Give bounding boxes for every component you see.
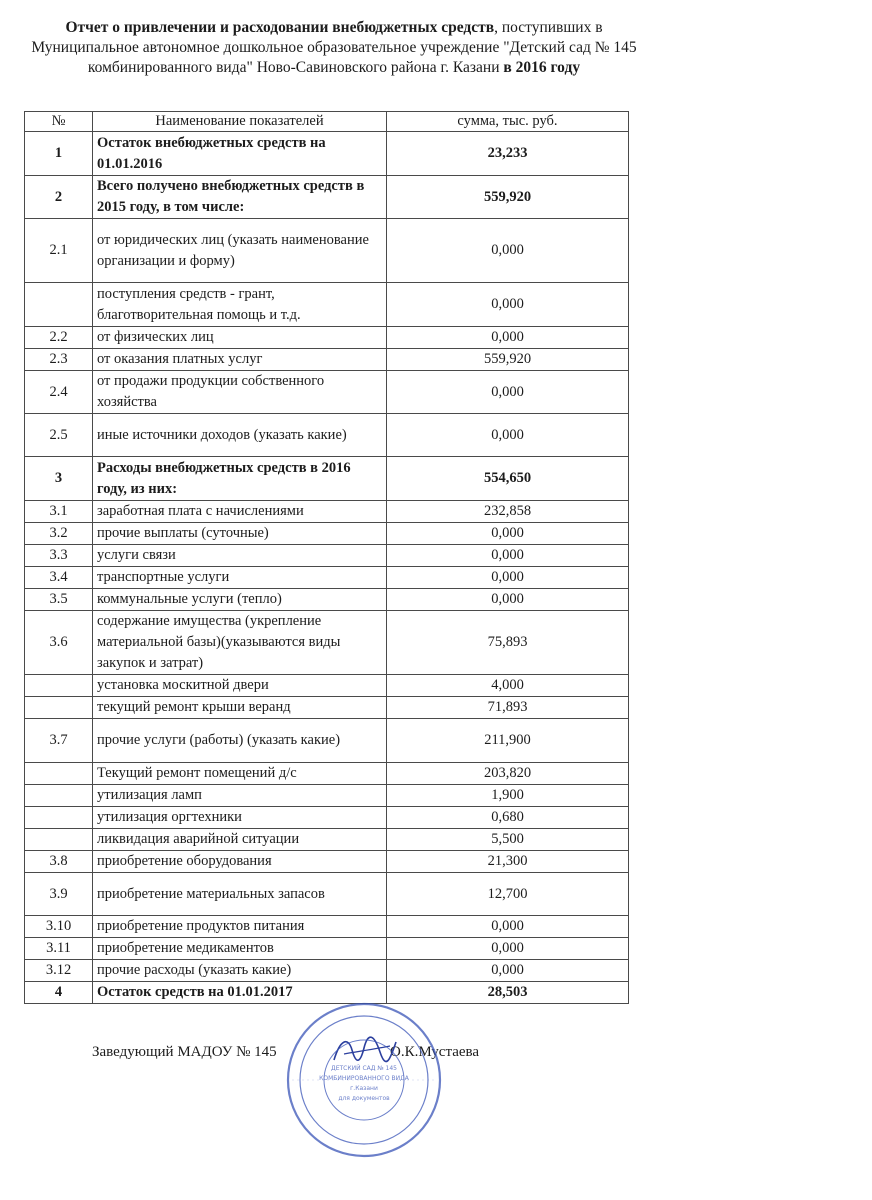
row-name: от продажи продукции собственного хозяйства xyxy=(93,371,387,414)
row-number: 3.9 xyxy=(25,873,93,916)
row-sum: 5,500 xyxy=(387,829,629,851)
row-sum: 0,000 xyxy=(387,545,629,567)
row-name: прочие услуги (работы) (указать какие) xyxy=(93,719,387,763)
table-row xyxy=(25,283,629,327)
row-sum: 0,000 xyxy=(387,219,629,283)
row-number: 3.5 xyxy=(25,589,93,611)
row-name: Расходы внебюджетных средств в 2016 году, из них: xyxy=(93,457,387,501)
row-sum: 12,700 xyxy=(387,873,629,916)
signer-name: О.К.Мустаева xyxy=(390,1044,480,1060)
table-row xyxy=(25,327,629,349)
row-sum: 0,000 xyxy=(387,283,629,327)
row-sum: 0,000 xyxy=(387,916,629,938)
row-number: 3.2 xyxy=(25,523,93,545)
table-body xyxy=(25,132,629,1004)
row-name: установка москитной двери xyxy=(93,675,387,697)
svg-text:г.Казани: г.Казани xyxy=(350,1085,378,1092)
table-row xyxy=(25,371,629,414)
svg-text:КОМБИНИРОВАННОГО ВИДА: КОМБИНИРОВАННОГО ВИДА xyxy=(319,1075,409,1082)
table-row xyxy=(25,545,629,567)
row-name: Текущий ремонт помещений д/с xyxy=(93,763,387,785)
row-number: 2.1 xyxy=(25,219,93,283)
row-name: прочие выплаты (суточные) xyxy=(93,523,387,545)
row-number xyxy=(25,785,93,807)
row-number: 1 xyxy=(25,132,93,176)
row-sum: 559,920 xyxy=(387,176,629,219)
table-row xyxy=(25,829,629,851)
row-sum: 0,000 xyxy=(387,371,629,414)
row-name: утилизация ламп xyxy=(93,785,387,807)
row-number xyxy=(25,675,93,697)
table-row xyxy=(25,916,629,938)
table-row xyxy=(25,589,629,611)
table-row xyxy=(25,938,629,960)
row-number: 3.10 xyxy=(25,916,93,938)
table-row xyxy=(25,873,629,916)
row-name: услуги связи xyxy=(93,545,387,567)
title-normal: , поступивших в Муниципальное автономное дошкольное образовательное учреждение "Детский сад № 145 комбинированного вида" Ново-Савиновского района г. Казани xyxy=(31,19,637,76)
row-sum: 0,000 xyxy=(387,327,629,349)
row-number xyxy=(25,807,93,829)
row-name: приобретение медикаментов xyxy=(93,938,387,960)
row-name: приобретение материальных запасов xyxy=(93,873,387,916)
table-row xyxy=(25,523,629,545)
row-number: 2 xyxy=(25,176,93,219)
row-sum: 232,858 xyxy=(387,501,629,523)
row-name: транспортные услуги xyxy=(93,567,387,589)
row-number: 2.5 xyxy=(25,414,93,457)
header-indicator: Наименование показателей xyxy=(93,112,387,132)
table-row xyxy=(25,132,629,176)
row-name: прочие расходы (указать какие) xyxy=(93,960,387,982)
row-name: содержание имущества (укрепление материальной базы)(указываются виды закупок и затрат) xyxy=(93,611,387,675)
row-name: Остаток внебюджетных средств на 01.01.2016 xyxy=(93,132,387,176)
report-table xyxy=(24,111,629,1004)
row-number: 3.8 xyxy=(25,851,93,873)
row-number: 2.3 xyxy=(25,349,93,371)
row-number: 3.7 xyxy=(25,719,93,763)
table-row xyxy=(25,675,629,697)
row-number: 3.4 xyxy=(25,567,93,589)
row-name: иные источники доходов (указать какие) xyxy=(93,414,387,457)
row-number xyxy=(25,283,93,327)
director-position: Заведующий МАДОУ № 145 xyxy=(92,1044,277,1060)
official-round-stamp xyxy=(284,1000,444,1160)
row-number xyxy=(25,829,93,851)
row-sum: 0,000 xyxy=(387,589,629,611)
header-number: № xyxy=(25,112,93,132)
header-sum: сумма, тыс. руб. xyxy=(387,112,629,132)
svg-text:ДЕТСКИЙ САД № 145: ДЕТСКИЙ САД № 145 xyxy=(331,1065,397,1072)
table-row xyxy=(25,349,629,371)
row-name: Всего получено внебюджетных средств в 2015 году, в том числе: xyxy=(93,176,387,219)
row-sum: 4,000 xyxy=(387,675,629,697)
row-number: 3.6 xyxy=(25,611,93,675)
table-row xyxy=(25,176,629,219)
row-number: 4 xyxy=(25,982,93,1004)
row-name: от оказания платных услуг xyxy=(93,349,387,371)
row-number xyxy=(25,697,93,719)
row-sum: 0,000 xyxy=(387,414,629,457)
report-title xyxy=(26,18,642,78)
row-sum: 0,000 xyxy=(387,523,629,545)
row-name: поступления средств - грант, благотворительная помощь и т.д. xyxy=(93,283,387,327)
row-sum: 71,893 xyxy=(387,697,629,719)
row-number: 2.4 xyxy=(25,371,93,414)
row-sum: 0,000 xyxy=(387,938,629,960)
row-name: утилизация оргтехники xyxy=(93,807,387,829)
row-sum: 28,503 xyxy=(387,982,629,1004)
row-name: Остаток средств на 01.01.2017 xyxy=(93,982,387,1004)
table-row xyxy=(25,851,629,873)
row-sum: 0,000 xyxy=(387,960,629,982)
row-number: 3.12 xyxy=(25,960,93,982)
row-sum: 23,233 xyxy=(387,132,629,176)
table-row xyxy=(25,719,629,763)
table-row xyxy=(25,807,629,829)
row-sum: 559,920 xyxy=(387,349,629,371)
row-sum: 75,893 xyxy=(387,611,629,675)
row-number: 2.2 xyxy=(25,327,93,349)
row-number: 3.3 xyxy=(25,545,93,567)
table-row xyxy=(25,763,629,785)
svg-text:для документов: для документов xyxy=(338,1095,390,1102)
table-row xyxy=(25,611,629,675)
row-sum: 0,680 xyxy=(387,807,629,829)
row-number: 3.1 xyxy=(25,501,93,523)
row-name: текущий ремонт крыши веранд xyxy=(93,697,387,719)
row-name: приобретение оборудования xyxy=(93,851,387,873)
row-name: ликвидация аварийной ситуации xyxy=(93,829,387,851)
row-name: заработная плата с начислениями xyxy=(93,501,387,523)
table-row xyxy=(25,785,629,807)
row-name: от физических лиц xyxy=(93,327,387,349)
table-row xyxy=(25,457,629,501)
row-sum: 21,300 xyxy=(387,851,629,873)
row-sum: 203,820 xyxy=(387,763,629,785)
table-row xyxy=(25,960,629,982)
row-number xyxy=(25,763,93,785)
row-sum: 1,900 xyxy=(387,785,629,807)
table-row xyxy=(25,219,629,283)
table-header-row xyxy=(25,112,629,132)
row-name: коммунальные услуги (тепло) xyxy=(93,589,387,611)
title-year: в 2016 году xyxy=(503,59,581,76)
title-bold: Отчет о привлечении и расходовании внебюджетных средств xyxy=(65,19,495,36)
table-row xyxy=(25,501,629,523)
row-number: 3 xyxy=(25,457,93,501)
row-number: 3.11 xyxy=(25,938,93,960)
row-sum: 554,650 xyxy=(387,457,629,501)
row-name: от юридических лиц (указать наименование организации и форму) xyxy=(93,219,387,283)
row-sum: 211,900 xyxy=(387,719,629,763)
row-name: приобретение продуктов питания xyxy=(93,916,387,938)
table-row xyxy=(25,697,629,719)
table-row xyxy=(25,567,629,589)
table-row xyxy=(25,414,629,457)
row-sum: 0,000 xyxy=(387,567,629,589)
